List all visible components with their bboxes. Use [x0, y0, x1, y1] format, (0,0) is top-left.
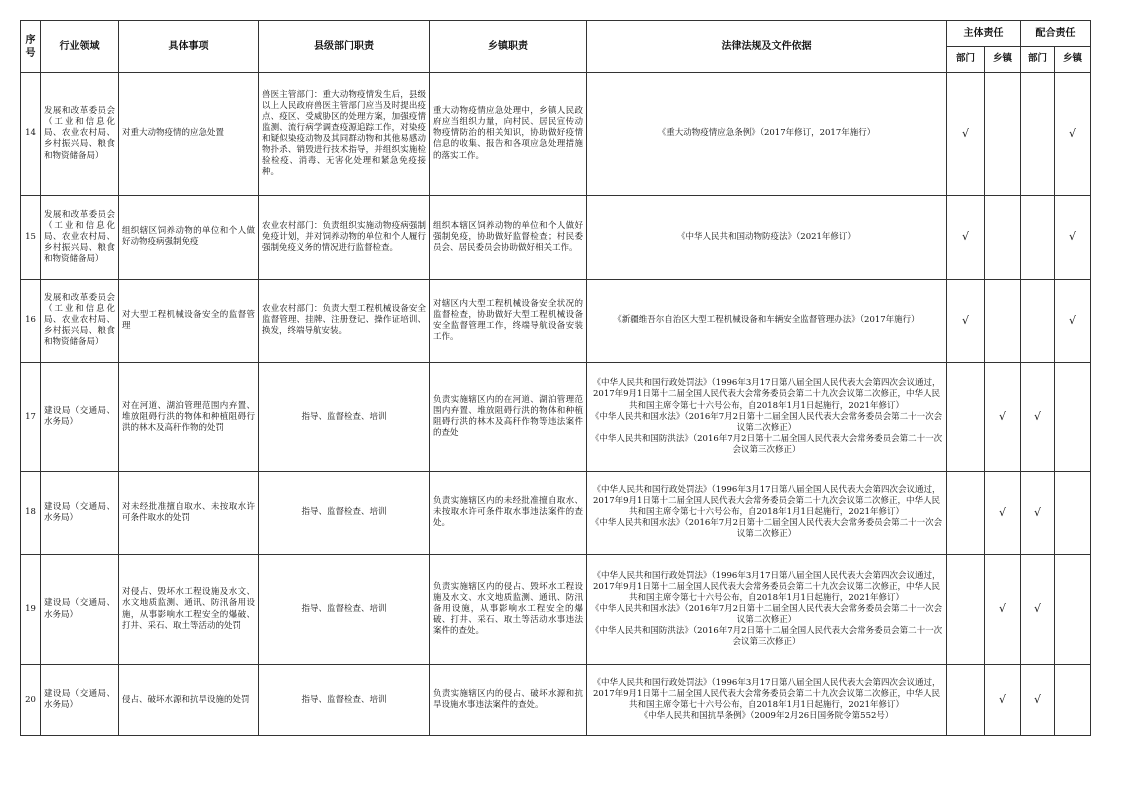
table-row [21, 279, 1091, 363]
header-no: 序号 [21, 21, 41, 73]
coop-town-check [1055, 471, 1091, 554]
basis-cell [587, 471, 947, 554]
coop-dept-check: √ [1021, 363, 1055, 472]
basis-cell [587, 73, 947, 196]
basis-item: 《中华人民共和国水法》（2016年7月2日第十二届全国人民代表大会常务委员会第二十一次会议第二次修正） [590, 603, 943, 626]
county-duty-cell: 农业农村部门：负责组织实施动物疫病强制免疫计划，并对饲养动物的单位和个人履行强制免疫义务的情况进行监督检查。 [259, 195, 430, 279]
basis-item: 《重大动物疫情应急条例》（2017年修订，2017年施行） [657, 128, 876, 139]
matter-cell: 对大型工程机械设备安全的监督管理 [119, 279, 259, 363]
header-coop-responsibility: 配合责任 [1021, 21, 1091, 47]
basis-cell [587, 554, 947, 665]
matter-cell: 对侵占、毁坏水工程设施及水文、水文地质监测、通讯、防汛备用设施，从事影响水工程安全的爆破、打井、采石、取土等活动的处罚 [119, 554, 259, 665]
county-duty-cell: 指导、监督检查、培训 [259, 363, 430, 472]
basis-item: 《中华人民共和国抗旱条例》（2009年2月26日国务院令第552号） [639, 711, 894, 722]
town-duty-cell: 组织本辖区饲养动物的单位和个人做好强制免疫，协助做好监督检查；村民委员会、居民委员会协助做好相关工作。 [430, 195, 587, 279]
header-coop-town: 乡镇 [1055, 47, 1091, 73]
row-number: 14 [21, 73, 41, 196]
main-town-check: √ [985, 554, 1021, 665]
basis-item: 《中华人民共和国行政处罚法》（1996年3月17日第八届全国人民代表大会第四次会议通过，2017年9月1日第十二届全国人民代表大会常务委员会第二十九次会议第二次修正，中华人民共和国主席令第七十六号公布，自2018年1月1日起施行，2021年修订） [592, 570, 941, 603]
coop-town-check [1055, 363, 1091, 472]
basis-item: 《中华人民共和国防洪法》（2016年7月2日第十二届全国人民代表大会常务委员会第二十一次会议第三次修正） [590, 433, 943, 455]
basis-cell [587, 279, 947, 363]
basis-item: 《中华人民共和国防洪法》（2016年7月2日第十二届全国人民代表大会常务委员会第二十一次会议第三次修正） [590, 626, 943, 648]
town-duty-cell: 对辖区内大型工程机械设备安全状况的监督检查，协助做好大型工程机械设备安全监督管理工作，终端导航设备安装工作。 [430, 279, 587, 363]
main-dept-check: √ [947, 279, 985, 363]
coop-dept-check [1021, 73, 1055, 196]
matter-cell: 对重大动物疫情的应急处置 [119, 73, 259, 196]
town-duty-cell: 重大动物疫情应急处理中，乡镇人民政府应当组织力量，向村民、居民宣传动物疫情防治的相关知识，协助做好疫情信息的收集、报告和各项应急处理措施的落实工作。 [430, 73, 587, 196]
basis-item: 《中华人民共和国动物防疫法》（2021年修订） [677, 231, 856, 242]
county-duty-cell: 指导、监督检查、培训 [259, 665, 430, 736]
matter-cell: 对未经批准擅自取水、未按取水许可条件取水的处罚 [119, 471, 259, 554]
sector-cell: 建设局（交通局、水务局） [41, 363, 119, 472]
table-row [21, 665, 1091, 736]
basis-item: 《中华人民共和国行政处罚法》（1996年3月17日第八届全国人民代表大会第四次会议通过，2017年9月1日第十二届全国人民代表大会常务委员会第二十九次会议第二次修正，中华人民共和国主席令第七十六号公布，自2018年1月1日起施行，2021年修订） [592, 378, 941, 411]
coop-dept-check [1021, 279, 1055, 363]
basis-cell [587, 195, 947, 279]
main-town-check [985, 73, 1021, 196]
header-matter: 具体事项 [119, 21, 259, 73]
coop-dept-check: √ [1021, 554, 1055, 665]
sector-cell: 建设局（交通局、水务局） [41, 665, 119, 736]
matter-cell: 对在河道、湖泊管理范围内弃置、堆放阻碍行洪的物体和种植阻碍行洪的林木及高秆作物的处罚 [119, 363, 259, 472]
header-main-town: 乡镇 [985, 47, 1021, 73]
sector-cell: 建设局（交通局、水务局） [41, 554, 119, 665]
main-town-check: √ [985, 665, 1021, 736]
coop-dept-check: √ [1021, 471, 1055, 554]
basis-item: 《中华人民共和国行政处罚法》（1996年3月17日第八届全国人民代表大会第四次会议通过，2017年9月1日第十二届全国人民代表大会常务委员会第二十九次会议第二次修正，中华人民共和国主席令第七十六号公布，自2018年1月1日起施行，2021年修订） [592, 485, 941, 518]
header-coop-dept: 部门 [1021, 47, 1055, 73]
table-row [21, 554, 1091, 665]
matter-cell: 侵占、破坏水源和抗旱设施的处罚 [119, 665, 259, 736]
table-row [21, 73, 1091, 196]
header-main-dept: 部门 [947, 47, 985, 73]
sector-cell: 发展和改革委员会（工业和信息化局、农业农村局、乡村振兴局、粮食和物资储备局） [41, 195, 119, 279]
county-duty-cell: 农业农村部门：负责大型工程机械设备安全监督管理、挂牌、注册登记、操作证培训、换发，终端导航安装。 [259, 279, 430, 363]
basis-item: 《新疆维吾尔自治区大型工程机械设备和车辆安全监督管理办法》（2017年施行） [613, 315, 920, 326]
header-basis: 法律法规及文件依据 [587, 21, 947, 73]
sector-cell: 建设局（交通局、水务局） [41, 471, 119, 554]
row-number: 16 [21, 279, 41, 363]
main-dept-check: √ [947, 195, 985, 279]
table-row [21, 195, 1091, 279]
coop-town-check [1055, 665, 1091, 736]
main-town-check [985, 279, 1021, 363]
basis-cell [587, 363, 947, 472]
basis-item: 《中华人民共和国水法》（2016年7月2日第十二届全国人民代表大会常务委员会第二十一次会议第二次修正） [590, 518, 943, 540]
main-dept-check [947, 363, 985, 472]
main-dept-check [947, 665, 985, 736]
row-number: 19 [21, 554, 41, 665]
row-number: 20 [21, 665, 41, 736]
town-duty-cell: 负责实施辖区内的侵占、毁坏水工程设施及水文、水文地质监测、通讯、防汛备用设施，从事影响水工程安全的爆破、打井、采石、取土等活动水事违法案件的查处。 [430, 554, 587, 665]
county-duty-cell: 指导、监督检查、培训 [259, 554, 430, 665]
sector-cell: 发展和改革委员会（工业和信息化局、农业农村局、乡村振兴局、粮食和物资储备局） [41, 279, 119, 363]
basis-item: 《中华人民共和国行政处罚法》（1996年3月17日第八届全国人民代表大会第四次会议通过，2017年9月1日第十二届全国人民代表大会常务委员会第二十九次会议第二次修正，中华人民共和国主席令第七十六号公布，自2018年1月1日起施行，2021年修订） [592, 678, 941, 711]
coop-dept-check [1021, 195, 1055, 279]
main-town-check: √ [985, 471, 1021, 554]
row-number: 17 [21, 363, 41, 472]
row-number: 15 [21, 195, 41, 279]
header-sector: 行业领域 [41, 21, 119, 73]
main-dept-check: √ [947, 73, 985, 196]
town-duty-cell: 负责实施辖区内的未经批准擅自取水、未按取水许可条件取水事违法案件的查处。 [430, 471, 587, 554]
row-number: 18 [21, 471, 41, 554]
town-duty-cell: 负责实施辖区内的侵占、破坏水源和抗旱设施水事违法案件的查处。 [430, 665, 587, 736]
coop-town-check [1055, 554, 1091, 665]
main-town-check: √ [985, 363, 1021, 472]
main-town-check [985, 195, 1021, 279]
main-dept-check [947, 554, 985, 665]
basis-item: 《中华人民共和国水法》（2016年7月2日第十二届全国人民代表大会常务委员会第二十一次会议第二次修正） [590, 411, 943, 433]
header-main-responsibility: 主体责任 [947, 21, 1021, 47]
coop-town-check: √ [1055, 195, 1091, 279]
sector-cell: 发展和改革委员会（工业和信息化局、农业农村局、乡村振兴局、粮食和物资储备局） [41, 73, 119, 196]
coop-town-check: √ [1055, 279, 1091, 363]
coop-dept-check: √ [1021, 665, 1055, 736]
header-town-duty: 乡镇职责 [430, 21, 587, 73]
table-row [21, 363, 1091, 472]
county-duty-cell: 指导、监督检查、培训 [259, 471, 430, 554]
coop-town-check: √ [1055, 73, 1091, 196]
responsibility-table [20, 20, 1091, 736]
town-duty-cell: 负责实施辖区内的在河道、湖泊管理范围内弃置、堆放阻碍行洪的物体和种植阻碍行洪的林木及高秆作物等违法案件的查处 [430, 363, 587, 472]
basis-cell [587, 665, 947, 736]
header-county-duty: 县级部门职责 [259, 21, 430, 73]
table-row [21, 471, 1091, 554]
main-dept-check [947, 471, 985, 554]
matter-cell: 组织辖区饲养动物的单位和个人做好动物疫病强制免疫 [119, 195, 259, 279]
county-duty-cell: 兽医主管部门：重大动物疫情发生后，县级以上人民政府兽医主管部门应当及时提出疫点、疫区、受威胁区的处理方案，加强疫情监测、流行病学调查疫源追踪工作，对染疫和疑似染疫动物及其同群动物和其他易感动物扑杀、销毁进行技术指导，并组织实施检验检疫、消毒、无害化处理和紧急免疫接种。 [259, 73, 430, 196]
